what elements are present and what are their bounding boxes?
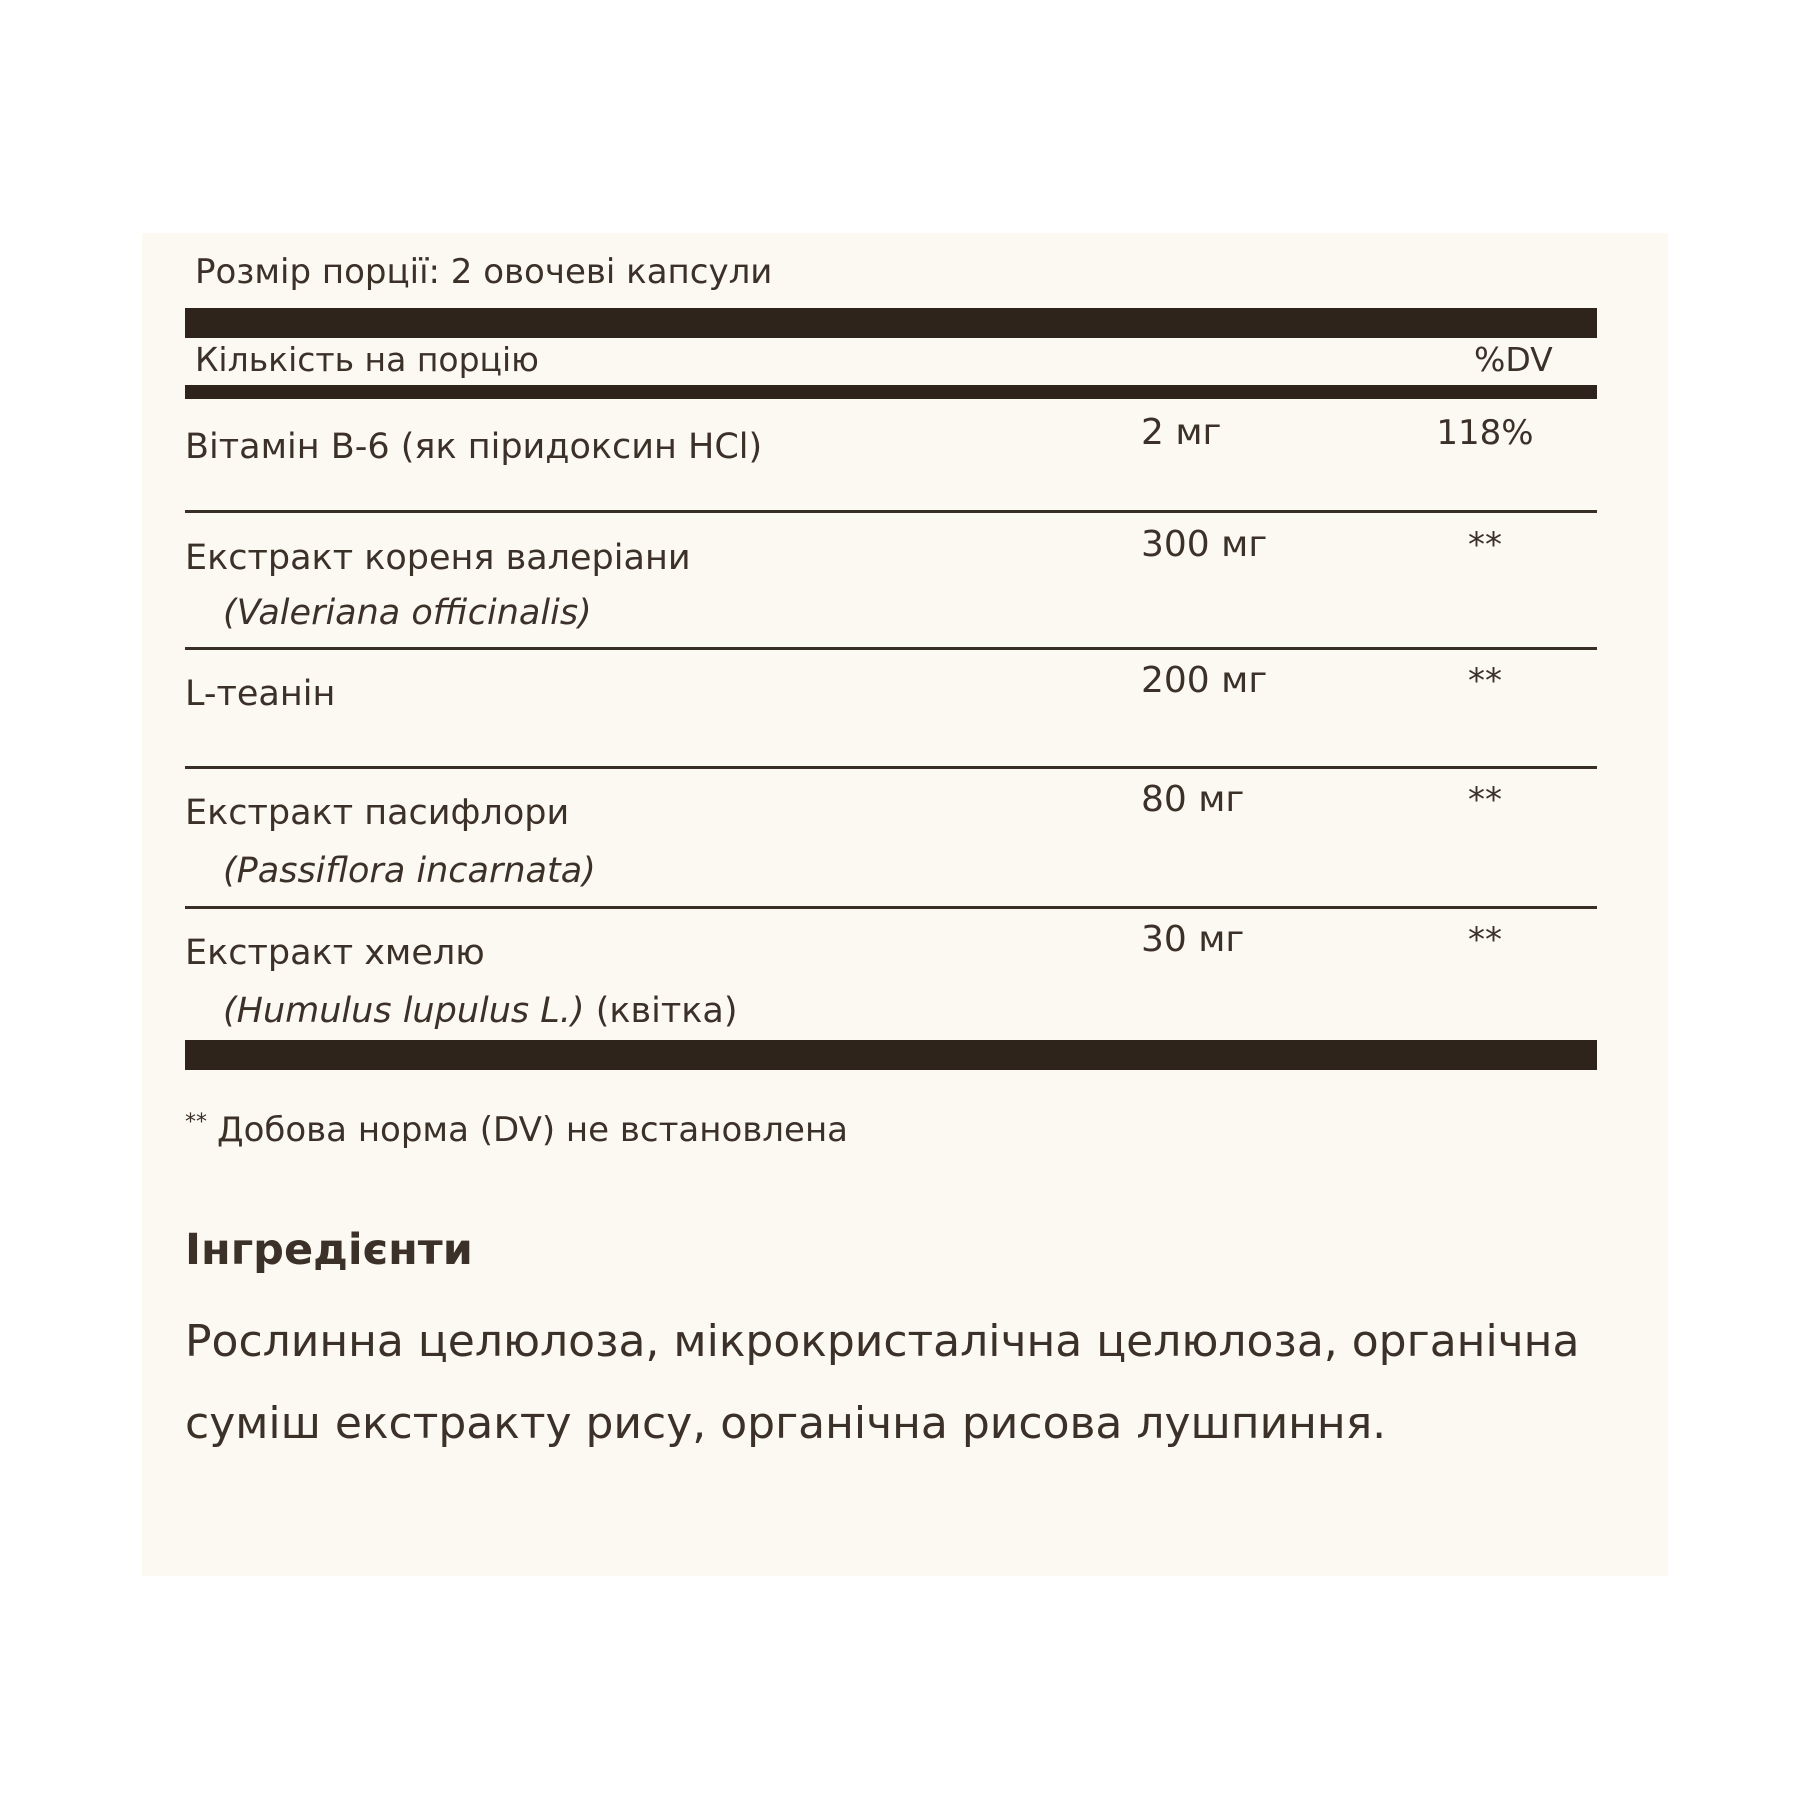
nutrient-row-vitamin-b6 [185,399,1597,513]
nutrient-amount: 2 мг [1141,412,1222,453]
footnote-text: Добова норма (DV) не встановлена [217,1110,849,1150]
serving-size: Розмір порції: 2 овочеві капсули [195,252,773,292]
nutrient-row-passionflower [185,769,1597,909]
nutrient-name: Вітамін B-6 (як піридоксин HCl) [185,427,763,467]
dv-column-header: %DV [1474,340,1553,379]
ingredients-heading: Інгредієнти [185,1225,473,1275]
nutrient-dv: ** [1468,661,1502,701]
nutrient-amount: 80 мг [1141,779,1245,820]
nutrient-amount: 300 мг [1141,524,1268,565]
nutrient-dv: 118% [1436,413,1534,453]
nutrient-dv: ** [1468,780,1502,820]
top-divider-bar [185,308,1597,338]
bottom-divider-bar [185,1040,1597,1070]
nutrient-latin-name: (Humulus lupulus L.) (квітка) [223,991,738,1031]
nutrient-amount: 200 мг [1141,660,1268,701]
nutrient-amount: 30 мг [1141,919,1245,960]
header-divider-bar [185,385,1597,399]
dv-footnote [185,1101,848,1152]
amount-per-serving-header: Кількість на порцію [195,340,539,379]
nutrient-dv: ** [1468,525,1502,565]
nutrient-name: Екстракт хмелю [185,933,485,973]
nutrient-latin-name: (Passiflora incarnata) [223,851,596,891]
nutrient-name: Екстракт пасифлори [185,793,570,833]
nutrient-row-l-theanine [185,650,1597,769]
ingredients-text: Рослинна целюлоза, мікрокристалічна целюлоза, органічна суміш екстракту рису, органічна рисова лушпиння. [185,1316,1580,1449]
nutrient-row-hops [185,909,1597,1040]
nutrient-name: Екстракт кореня валеріани [185,538,691,578]
nutrient-latin-name: (Valeriana officinalis) [223,593,592,633]
footnote-mark: ** [185,1110,207,1135]
nutrient-name: L-теанін [185,674,336,714]
nutrient-row-valerian [185,513,1597,650]
nutrient-dv: ** [1468,920,1502,960]
supplement-facts-panel [142,233,1668,1576]
